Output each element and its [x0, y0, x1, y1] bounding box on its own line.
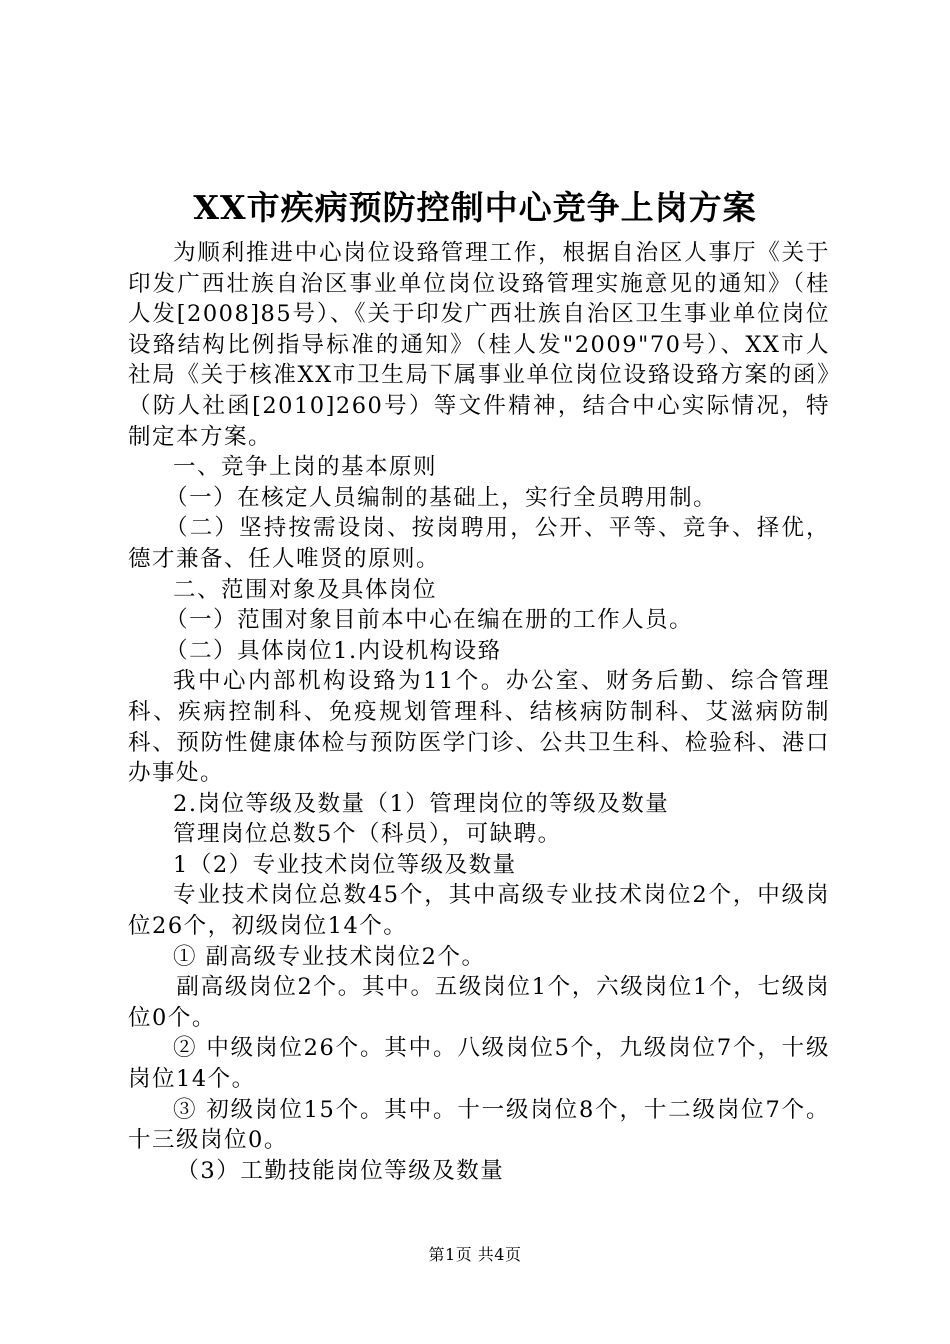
section-heading-2: 二、范围对象及具体岗位	[173, 576, 438, 603]
paragraph-technical-heading: 1（2）专业技术岗位等级及数量	[173, 851, 517, 878]
document-body	[128, 238, 830, 1186]
paragraph-intro: 为顺利推进中心岗位设臵管理工作，根据自治区人事厅《关于印发广西壮族自治区事业单位岗位设臵管理实施意见的通知》（桂人发[2008]85号）、《关于印发广西壮族自治区卫生事业单位岗位设臵结构比例指导标准的通知》（桂人发"2009"70号）、XX市人社局《关于核准XX市卫生局下属事业单位岗位设臵设臵方案的函》（防人社函[2010]260号）等文件精神，结合中心实际情况，特制定本方案。	[128, 240, 830, 450]
paragraph-senior-detail: 副高级岗位2个。其中。五级岗位1个，六级岗位1个，七级岗位0个。	[128, 974, 830, 1031]
paragraph-principle-1: （一）在核定人员编制的基础上，实行全员聘用制。	[165, 484, 718, 511]
paragraph-worker-heading: （3）工勤技能岗位等级及数量	[176, 1157, 505, 1184]
section-heading-1: 一、竞争上岗的基本原则	[173, 454, 438, 481]
paragraph-senior-heading: ① 副高级专业技术岗位2个。	[173, 943, 486, 970]
paragraph-positions: （二）具体岗位1.内设机构设臵	[165, 637, 502, 664]
paragraph-management-count: 管理岗位总数5个（科员），可缺聘。	[173, 821, 562, 848]
page-footer: 第1页 共4页	[428, 1245, 522, 1264]
paragraph-technical-count: 专业技术岗位总数45个，其中高级专业技术岗位2个，中级岗位26个，初级岗位14个。	[128, 882, 830, 940]
paragraph-intermediate: ② 中级岗位26个。其中。八级岗位5个，九级岗位7个，十级岗位14个。	[128, 1035, 830, 1093]
paragraph-levels-heading: 2.岗位等级及数量（1）管理岗位的等级及数量	[173, 790, 670, 817]
paragraph-departments: 我中心内部机构设臵为11个。办公室、财务后勤、综合管理科、疾病控制科、免疫规划管理科、结核病防制科、艾滋病防制科、预防性健康体检与预防医学门诊、公共卫生科、检验科、港口办事处。	[128, 668, 830, 787]
paragraph-principle-2: （二）坚持按需设岗、按岗聘用，公开、平等、竞争、择优，德才兼备、任人唯贤的原则。	[128, 515, 830, 572]
paragraph-scope: （一）范围对象目前本中心在编在册的工作人员。	[165, 607, 694, 634]
document-title: XX市疾病预防控制中心竞争上岗方案	[193, 188, 757, 227]
paragraph-junior: ③ 初级岗位15个。其中。十一级岗位8个，十二级岗位7个。十三级岗位0。	[128, 1096, 830, 1154]
